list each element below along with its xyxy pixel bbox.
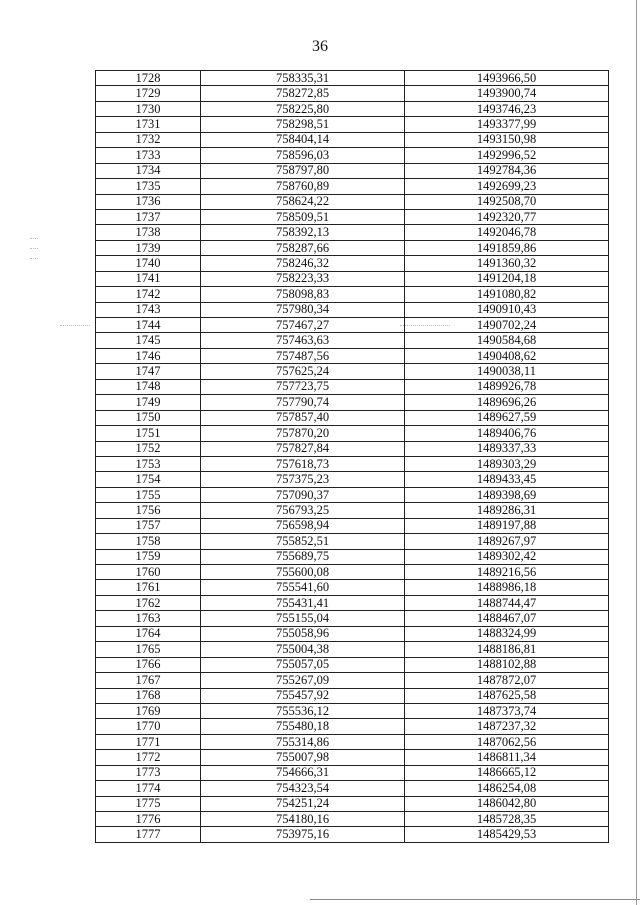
y-coordinate-cell: 1486254,08 [405,781,609,796]
page-bottom-edge [310,899,640,900]
x-coordinate-cell: 754666,31 [201,765,405,780]
y-coordinate-cell: 1489197,88 [405,518,609,533]
x-coordinate-cell: 757375,23 [201,472,405,487]
x-coordinate-cell: 757857,40 [201,410,405,425]
x-coordinate-cell: 754251,24 [201,796,405,811]
x-coordinate-cell: 757618,73 [201,456,405,471]
table-row [96,271,609,286]
point-number-cell: 1744 [96,318,201,333]
table-row [96,580,609,595]
table-row [96,333,609,348]
table-row [96,101,609,116]
point-number-cell: 1776 [96,812,201,827]
y-coordinate-cell: 1487872,07 [405,673,609,688]
table-row [96,287,609,302]
point-number-cell: 1766 [96,657,201,672]
scan-artifact [30,258,38,259]
x-coordinate-cell: 757090,37 [201,487,405,502]
point-number-cell: 1737 [96,209,201,224]
y-coordinate-cell: 1488986,18 [405,580,609,595]
table-row [96,487,609,502]
point-number-cell: 1751 [96,426,201,441]
x-coordinate-cell: 758797,80 [201,163,405,178]
table-row [96,734,609,749]
point-number-cell: 1739 [96,240,201,255]
y-coordinate-cell: 1489286,31 [405,503,609,518]
point-number-cell: 1767 [96,673,201,688]
point-number-cell: 1743 [96,302,201,317]
y-coordinate-cell: 1488186,81 [405,642,609,657]
x-coordinate-cell: 755689,75 [201,549,405,564]
table-row [96,179,609,194]
coordinates-table [95,70,609,843]
x-coordinate-cell: 758287,66 [201,240,405,255]
x-coordinate-cell: 755852,51 [201,534,405,549]
table-row [96,657,609,672]
point-number-cell: 1754 [96,472,201,487]
x-coordinate-cell: 755058,96 [201,626,405,641]
x-coordinate-cell: 755155,04 [201,611,405,626]
point-number-cell: 1749 [96,395,201,410]
x-coordinate-cell: 757487,56 [201,348,405,363]
table-row [96,348,609,363]
scan-artifact [400,325,450,326]
y-coordinate-cell: 1486665,12 [405,765,609,780]
x-coordinate-cell: 758624,22 [201,194,405,209]
x-coordinate-cell: 758225,80 [201,101,405,116]
x-coordinate-cell: 756793,25 [201,503,405,518]
x-coordinate-cell: 755536,12 [201,703,405,718]
table-row [96,595,609,610]
table-row [96,827,609,842]
x-coordinate-cell: 757790,74 [201,395,405,410]
x-coordinate-cell: 758298,51 [201,117,405,132]
table-row [96,688,609,703]
y-coordinate-cell: 1485728,35 [405,812,609,827]
y-coordinate-cell: 1490910,43 [405,302,609,317]
x-coordinate-cell: 755314,86 [201,734,405,749]
table-row [96,209,609,224]
x-coordinate-cell: 758098,83 [201,287,405,302]
table-row [96,395,609,410]
point-number-cell: 1757 [96,518,201,533]
x-coordinate-cell: 755431,41 [201,595,405,610]
y-coordinate-cell: 1487373,74 [405,703,609,718]
point-number-cell: 1758 [96,534,201,549]
y-coordinate-cell: 1489696,26 [405,395,609,410]
table-row [96,534,609,549]
point-number-cell: 1773 [96,765,201,780]
table-row [96,426,609,441]
table-row [96,302,609,317]
table-row [96,781,609,796]
point-number-cell: 1731 [96,117,201,132]
x-coordinate-cell: 758404,14 [201,132,405,147]
y-coordinate-cell: 1488467,07 [405,611,609,626]
y-coordinate-cell: 1489337,33 [405,441,609,456]
y-coordinate-cell: 1485429,53 [405,827,609,842]
x-coordinate-cell: 758509,51 [201,209,405,224]
point-number-cell: 1755 [96,487,201,502]
x-coordinate-cell: 757870,20 [201,426,405,441]
y-coordinate-cell: 1490702,24 [405,318,609,333]
y-coordinate-cell: 1490038,11 [405,364,609,379]
point-number-cell: 1764 [96,626,201,641]
y-coordinate-cell: 1490408,62 [405,348,609,363]
y-coordinate-cell: 1487237,32 [405,719,609,734]
point-number-cell: 1736 [96,194,201,209]
x-coordinate-cell: 755600,08 [201,565,405,580]
x-coordinate-cell: 756598,94 [201,518,405,533]
x-coordinate-cell: 757463,63 [201,333,405,348]
x-coordinate-cell: 754180,16 [201,812,405,827]
point-number-cell: 1763 [96,611,201,626]
table-row [96,796,609,811]
x-coordinate-cell: 758272,85 [201,86,405,101]
point-number-cell: 1762 [96,595,201,610]
table-row [96,642,609,657]
table-row [96,71,609,86]
y-coordinate-cell: 1493746,23 [405,101,609,116]
x-coordinate-cell: 755267,09 [201,673,405,688]
table-row [96,626,609,641]
point-number-cell: 1768 [96,688,201,703]
point-number-cell: 1741 [96,271,201,286]
point-number-cell: 1728 [96,71,201,86]
table-row [96,503,609,518]
scan-artifact [60,325,90,326]
point-number-cell: 1745 [96,333,201,348]
point-number-cell: 1760 [96,565,201,580]
x-coordinate-cell: 754323,54 [201,781,405,796]
point-number-cell: 1752 [96,441,201,456]
table-row [96,812,609,827]
table-row [96,456,609,471]
point-number-cell: 1765 [96,642,201,657]
point-number-cell: 1777 [96,827,201,842]
table-row [96,132,609,147]
x-coordinate-cell: 758392,13 [201,225,405,240]
x-coordinate-cell: 758223,33 [201,271,405,286]
point-number-cell: 1733 [96,148,201,163]
y-coordinate-cell: 1486042,80 [405,796,609,811]
point-number-cell: 1729 [96,86,201,101]
table-row [96,765,609,780]
y-coordinate-cell: 1488324,99 [405,626,609,641]
y-coordinate-cell: 1489303,29 [405,456,609,471]
x-coordinate-cell: 757980,34 [201,302,405,317]
table-row [96,565,609,580]
x-coordinate-cell: 753975,16 [201,827,405,842]
point-number-cell: 1732 [96,132,201,147]
table-row [96,117,609,132]
y-coordinate-cell: 1493900,74 [405,86,609,101]
y-coordinate-cell: 1489406,76 [405,426,609,441]
y-coordinate-cell: 1492320,77 [405,209,609,224]
y-coordinate-cell: 1491080,82 [405,287,609,302]
point-number-cell: 1775 [96,796,201,811]
y-coordinate-cell: 1489627,59 [405,410,609,425]
x-coordinate-cell: 755541,60 [201,580,405,595]
x-coordinate-cell: 755057,05 [201,657,405,672]
y-coordinate-cell: 1487625,58 [405,688,609,703]
y-coordinate-cell: 1492046,78 [405,225,609,240]
point-number-cell: 1738 [96,225,201,240]
table-row [96,194,609,209]
y-coordinate-cell: 1491204,18 [405,271,609,286]
table-row [96,379,609,394]
x-coordinate-cell: 758760,89 [201,179,405,194]
x-coordinate-cell: 755457,92 [201,688,405,703]
table-row [96,441,609,456]
y-coordinate-cell: 1493377,99 [405,117,609,132]
page-right-edge [636,0,637,905]
table-row [96,163,609,178]
x-coordinate-cell: 755004,38 [201,642,405,657]
table-row [96,472,609,487]
y-coordinate-cell: 1489398,69 [405,487,609,502]
table-row [96,549,609,564]
point-number-cell: 1761 [96,580,201,595]
point-number-cell: 1774 [96,781,201,796]
y-coordinate-cell: 1489267,97 [405,534,609,549]
point-number-cell: 1730 [96,101,201,116]
point-number-cell: 1756 [96,503,201,518]
y-coordinate-cell: 1492508,70 [405,194,609,209]
page-number: 36 [312,38,328,55]
scan-artifact [30,238,38,239]
y-coordinate-cell: 1492699,23 [405,179,609,194]
point-number-cell: 1769 [96,703,201,718]
y-coordinate-cell: 1489433,45 [405,472,609,487]
point-number-cell: 1759 [96,549,201,564]
point-number-cell: 1772 [96,750,201,765]
scan-artifact [30,248,38,249]
table-row [96,148,609,163]
y-coordinate-cell: 1486811,34 [405,750,609,765]
coordinates-table-body [96,71,609,843]
point-number-cell: 1735 [96,179,201,194]
table-row [96,256,609,271]
y-coordinate-cell: 1489216,56 [405,565,609,580]
x-coordinate-cell: 755480,18 [201,719,405,734]
x-coordinate-cell: 757723,75 [201,379,405,394]
y-coordinate-cell: 1490584,68 [405,333,609,348]
point-number-cell: 1746 [96,348,201,363]
y-coordinate-cell: 1493966,50 [405,71,609,86]
x-coordinate-cell: 757625,24 [201,364,405,379]
point-number-cell: 1742 [96,287,201,302]
point-number-cell: 1770 [96,719,201,734]
y-coordinate-cell: 1491859,86 [405,240,609,255]
x-coordinate-cell: 757467,27 [201,318,405,333]
y-coordinate-cell: 1488744,47 [405,595,609,610]
x-coordinate-cell: 758596,03 [201,148,405,163]
point-number-cell: 1740 [96,256,201,271]
y-coordinate-cell: 1487062,56 [405,734,609,749]
table-row [96,318,609,333]
point-number-cell: 1734 [96,163,201,178]
table-row [96,364,609,379]
table-row [96,611,609,626]
table-row [96,703,609,718]
y-coordinate-cell: 1492784,36 [405,163,609,178]
x-coordinate-cell: 757827,84 [201,441,405,456]
table-row [96,86,609,101]
table-row [96,518,609,533]
point-number-cell: 1747 [96,364,201,379]
y-coordinate-cell: 1493150,98 [405,132,609,147]
table-row [96,719,609,734]
point-number-cell: 1750 [96,410,201,425]
point-number-cell: 1771 [96,734,201,749]
table-row [96,750,609,765]
x-coordinate-cell: 758246,32 [201,256,405,271]
table-row [96,673,609,688]
table-row [96,225,609,240]
y-coordinate-cell: 1491360,32 [405,256,609,271]
point-number-cell: 1748 [96,379,201,394]
point-number-cell: 1753 [96,456,201,471]
x-coordinate-cell: 755007,98 [201,750,405,765]
y-coordinate-cell: 1489302,42 [405,549,609,564]
y-coordinate-cell: 1489926,78 [405,379,609,394]
x-coordinate-cell: 758335,31 [201,71,405,86]
table-row [96,240,609,255]
y-coordinate-cell: 1492996,52 [405,148,609,163]
y-coordinate-cell: 1488102,88 [405,657,609,672]
table-row [96,410,609,425]
